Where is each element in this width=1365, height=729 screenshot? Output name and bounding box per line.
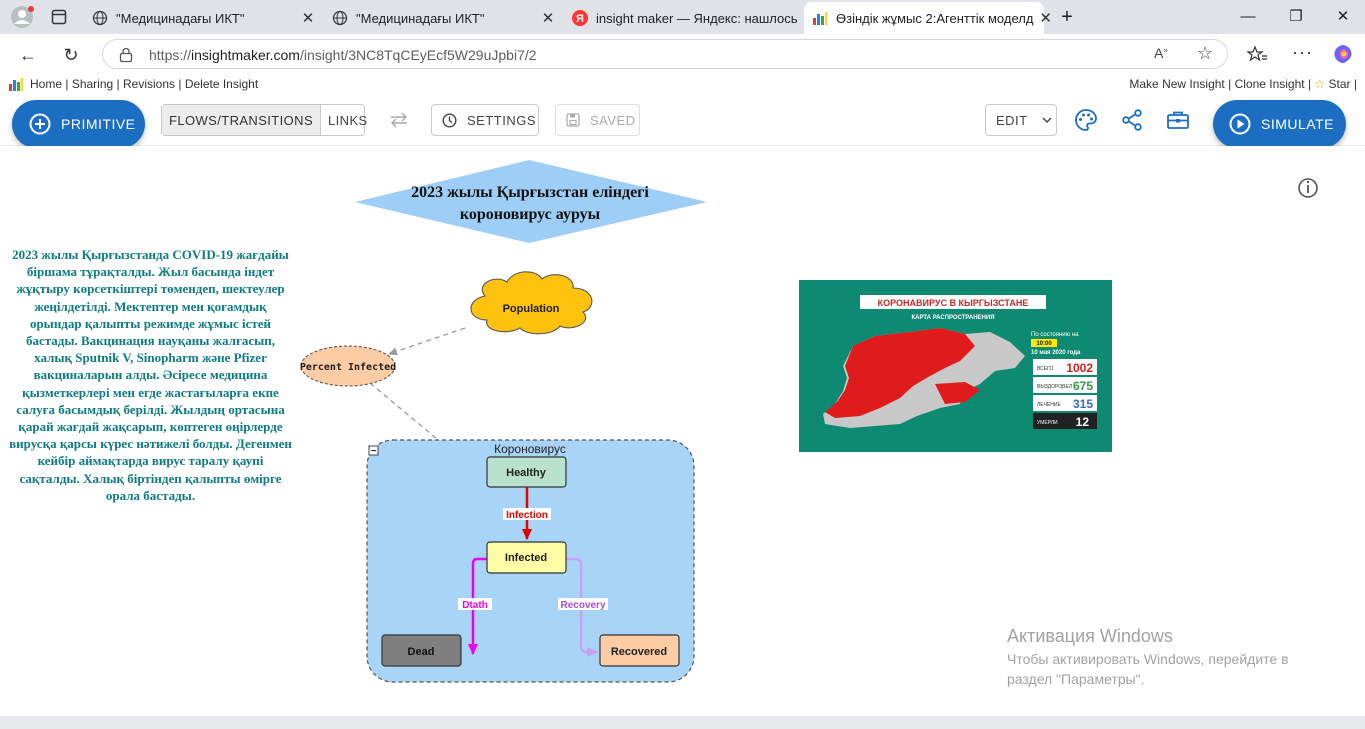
title-diamond[interactable] [355, 160, 707, 243]
healthy-label: Healthy [506, 467, 546, 479]
insight-toolbar [0, 94, 1365, 146]
swap-arrows-icon[interactable] [388, 111, 410, 129]
model-canvas[interactable] [5, 146, 1360, 716]
globe-icon [332, 10, 348, 26]
taskbar-edge [0, 716, 1365, 729]
primitive-button[interactable] [12, 100, 145, 148]
reload-button[interactable]: ↻ [63, 45, 79, 65]
link-percent-folder[interactable] [370, 383, 437, 439]
saved-label: SAVED [590, 112, 636, 128]
tab-title: Өзіндік жұмыс 2:Агенттік моделд [836, 10, 1034, 26]
stat-label: ВСЕГО [1037, 366, 1054, 372]
delete-insight-link[interactable]: Delete Insight [184, 77, 259, 91]
revisions-link[interactable]: Revisions [122, 77, 176, 91]
settings-button[interactable] [431, 104, 539, 136]
stat-value: 675 [1072, 379, 1093, 393]
link-population-percent[interactable] [389, 328, 465, 354]
close-tab-icon[interactable]: ✕ [1039, 10, 1052, 27]
infection-label: Infection [506, 510, 548, 521]
tab-actions-icon[interactable] [51, 9, 67, 25]
copilot-icon[interactable] [1332, 43, 1354, 65]
clone-insight-link[interactable]: Clone Insight [1234, 77, 1305, 91]
play-circle-icon [1229, 113, 1251, 135]
insightmaker-logo-icon [9, 77, 23, 91]
map-time: 10:00 [1036, 341, 1052, 347]
insightmaker-icon [812, 10, 828, 26]
url-field[interactable] [102, 39, 1228, 69]
flows-transitions-toggle[interactable]: FLOWS/TRANSITIONS [162, 105, 321, 135]
restore-button[interactable]: ❐ [1289, 8, 1303, 25]
insight-links-bar: Home | Sharing | Revisions | Delete Insight Make New Insight | Clone Insight | ☆ Star | [0, 74, 1365, 94]
url-domain: insightmaker.com [191, 47, 300, 63]
simulate-button[interactable] [1213, 100, 1346, 148]
simulate-label: SIMULATE [1261, 116, 1334, 132]
stat-label: УМЕРЛИ [1037, 420, 1058, 426]
percent-infected-label: Percent Infected [299, 362, 397, 373]
browser-tab-4-active[interactable] [804, 2, 1052, 34]
palette-icon[interactable] [1074, 108, 1098, 132]
links-toggle[interactable]: LINKS [328, 112, 368, 128]
make-new-insight-link[interactable]: Make New Insight [1129, 77, 1225, 91]
edit-dropdown[interactable] [985, 104, 1057, 136]
folder-toggle-glyph: − [370, 446, 377, 457]
browser-tab-strip [0, 0, 1365, 34]
title-line-1: 2023 жылы Қырғызстан еліндегі [411, 184, 649, 201]
infection-flow-label-box[interactable] [503, 508, 551, 521]
lock-icon[interactable] [119, 47, 133, 63]
dead-stock[interactable] [382, 635, 461, 666]
map-date-label: По состоянию на [1031, 332, 1079, 338]
back-button[interactable]: ← [19, 45, 37, 65]
dead-label: Dead [407, 646, 435, 658]
settings-label: SETTINGS [467, 112, 537, 128]
close-window-button[interactable]: ✕ [1336, 8, 1350, 25]
stat-value: 12 [1075, 415, 1089, 429]
title-line-2: короновирус ауруы [459, 206, 601, 223]
recovered-stock[interactable] [600, 635, 679, 666]
stat-label: ВЫЗДОРОВЕЛ [1037, 384, 1073, 390]
url-path: /insight/3NC8TqCEyEcf5W29uJpbi7/2 [299, 47, 537, 63]
map-subheading: КАРТА РАСПРОСТРАНЕНИЯ [911, 315, 995, 321]
svg-text:Я: Я [576, 13, 584, 25]
links-separator: | [1353, 77, 1357, 91]
windows-activation-line-1: Чтобы активировать Windows, перейдите в [1007, 651, 1289, 667]
profile-icon[interactable] [10, 5, 36, 29]
stat-value: 315 [1072, 397, 1093, 411]
read-aloud-icon[interactable]: A» [1154, 45, 1168, 61]
saved-button[interactable] [555, 104, 640, 136]
yandex-icon [572, 10, 588, 26]
recovered-label: Recovered [610, 646, 668, 658]
recovery-label: Recovery [560, 600, 606, 611]
star-link[interactable]: Star [1328, 77, 1351, 91]
more-menu-icon[interactable]: ··· [1292, 42, 1313, 62]
tab-title: "Медицинадағы ИКТ" [116, 10, 245, 26]
toolbox-icon[interactable] [1166, 108, 1190, 132]
map-heading: КОРОНАВИРУС В КЫРГЫЗСТАНЕ [877, 298, 1029, 308]
windows-activation-line-2: раздел "Параметры". [1007, 671, 1145, 687]
edit-label: EDIT [996, 112, 1028, 128]
model-description[interactable]: 2023 жылы Қырғызстанда COVID-19 жағдайы біршама тұрақталды. Жыл басында індет жұқтыру көрсеткіштері төмендеп, шектеулер жеңілдетілді. Мектептер мен қоғамдық орындар қалыпты режимде жұмыс істей бастады. Вакцинация науқаны жалғасып, халық Sputnik V, Sinopharm және Pfizer вакциналарын алды. Әсіресе медицина қызметкерлері мен егде жастағыларға екпе салуға басымдық берілді. Жылдың ортасына қарай жағдай жақсарып, көптеген өңірлерде вирусқа қарсы күрес нәтижелі болды. Дегенмен кейбір аймақтарда вирус таралу қаупі сақталды. Халық біртіндеп қалыпты өмірге орала бастады. [9, 247, 292, 503]
close-tab-icon[interactable]: ✕ [541, 10, 555, 27]
infected-stock[interactable] [487, 542, 566, 573]
browser-tab-3[interactable] [564, 2, 804, 34]
stat-label: ЛЕЧЕНИЕ [1037, 402, 1061, 408]
recovery-flow-label-box[interactable] [558, 598, 608, 611]
tab-title: "Медицинадағы ИКТ" [356, 10, 485, 26]
clock-icon [442, 113, 457, 128]
new-tab-button[interactable]: + [1061, 6, 1073, 28]
death-label: Dtath [462, 600, 488, 611]
url-prefix: https:// [149, 47, 192, 63]
info-icon[interactable] [1299, 179, 1317, 197]
primitive-label: PRIMITIVE [61, 116, 136, 132]
tab-title: insight maker — Яндекс: нашлось [596, 10, 798, 26]
favorite-star-icon[interactable]: ☆ [1197, 43, 1214, 63]
chevron-down-icon [1042, 117, 1052, 124]
home-link[interactable]: Home [30, 77, 63, 91]
globe-icon [92, 10, 108, 26]
percent-infected-variable[interactable] [300, 346, 396, 386]
favorites-icon[interactable] [1248, 45, 1268, 63]
sharing-link[interactable]: Sharing [71, 77, 114, 91]
star-icon[interactable]: ☆ [1314, 77, 1326, 91]
minimize-button[interactable]: — [1240, 8, 1256, 25]
share-icon[interactable] [1120, 108, 1144, 132]
browser-tab-2[interactable] [324, 2, 564, 34]
connection-mode-toggle [161, 104, 368, 136]
death-flow-label-box[interactable] [458, 598, 492, 611]
windows-activation-title: Активация Windows [1007, 626, 1173, 646]
stat-value: 1002 [1066, 361, 1093, 375]
folder-label: Короновирус [494, 442, 566, 456]
plus-circle-icon [29, 113, 51, 135]
close-tab-icon[interactable]: ✕ [301, 10, 315, 27]
population-variable[interactable] [471, 272, 592, 334]
population-label: Population [502, 303, 560, 315]
browser-tab-1[interactable] [84, 2, 324, 34]
address-bar-row [0, 34, 1365, 74]
healthy-stock[interactable] [487, 457, 566, 487]
save-icon [566, 113, 580, 127]
map-date: 10 мая 2020 года [1031, 350, 1081, 356]
coronavirus-map-picture[interactable] [799, 280, 1112, 452]
infected-label: Infected [504, 552, 548, 564]
